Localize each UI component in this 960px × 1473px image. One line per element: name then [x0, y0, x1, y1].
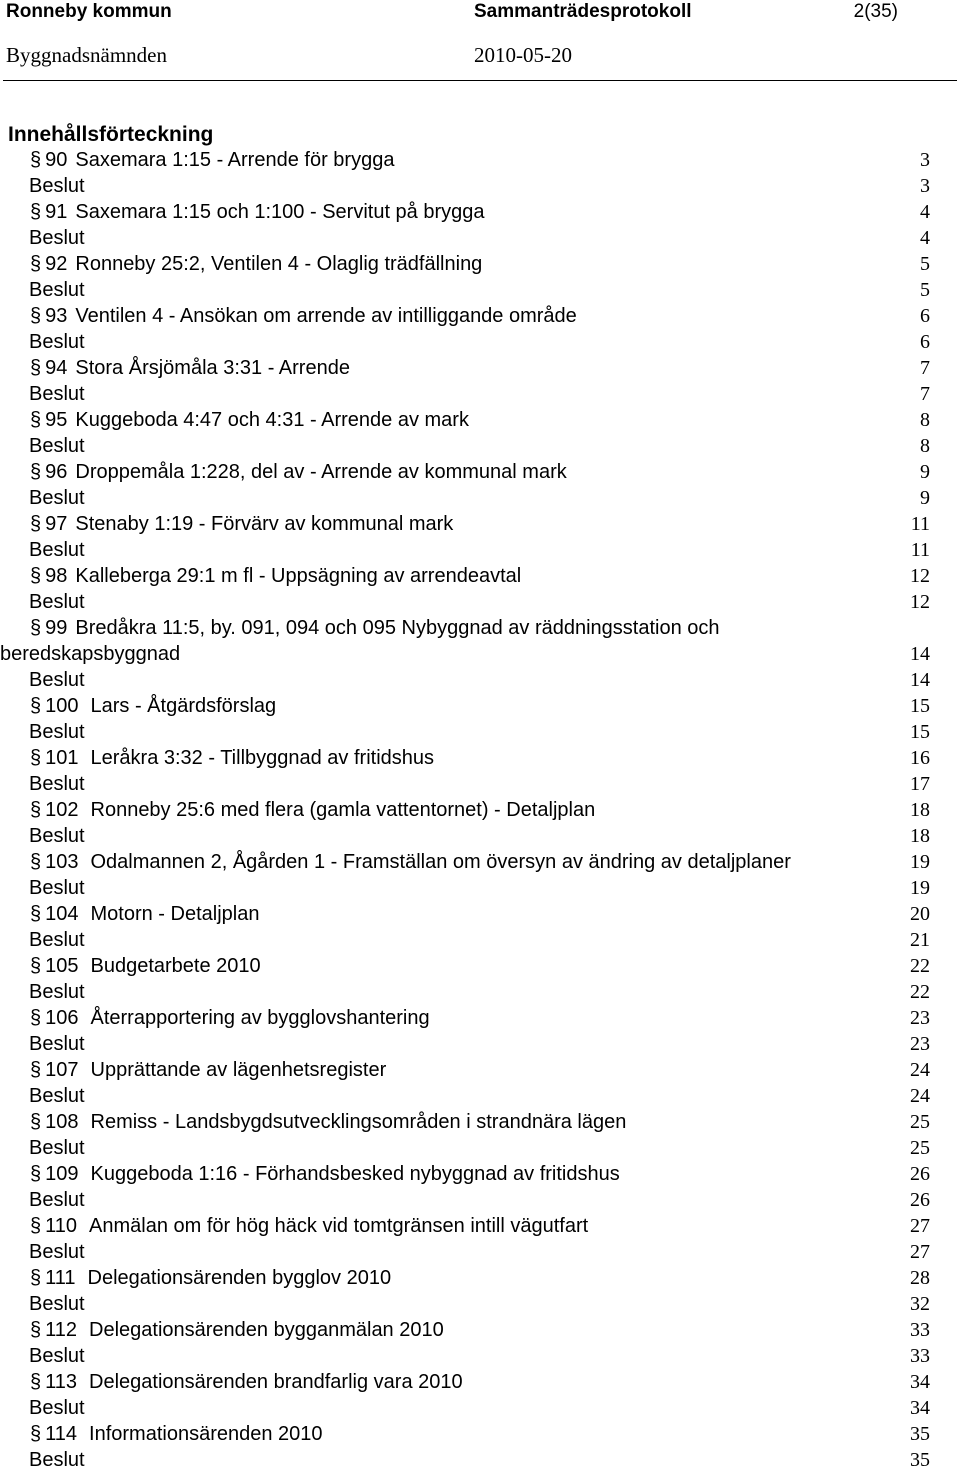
section-page-number: 6 — [920, 305, 930, 327]
beslut-page-number: 23 — [910, 1033, 930, 1055]
section-page-number: 26 — [910, 1163, 930, 1185]
toc-entry-row[interactable] — [0, 563, 960, 589]
document-type: Sammanträdesprotokoll — [474, 1, 692, 22]
toc-entry-row[interactable] — [0, 849, 960, 875]
beslut-label: Beslut — [29, 981, 85, 1003]
section-title: Odalmannen 2, Ågården 1 - Framställan om översyn av ändring av detaljplaner — [90, 851, 791, 873]
toc-entry-row[interactable] — [0, 1369, 960, 1395]
section-symbol: § — [30, 1111, 42, 1133]
section-number: 96 — [45, 461, 68, 483]
section-title: Saxemara 1:15 - Arrende för brygga — [75, 149, 395, 171]
toc-entry-row[interactable] — [0, 745, 960, 771]
section-symbol: § — [30, 201, 42, 223]
section-number: 91 — [45, 201, 68, 223]
toc-beslut-row[interactable] — [0, 1395, 960, 1421]
section-title: Budgetarbete 2010 — [90, 955, 261, 977]
toc-beslut-row[interactable] — [0, 771, 960, 797]
page-subheader — [6, 42, 954, 68]
beslut-label: Beslut — [29, 383, 85, 405]
header-divider — [3, 80, 957, 81]
section-title: Kuggeboda 1:16 - Förhandsbesked nybyggnad av fritidshus — [90, 1163, 620, 1185]
toc-entry-row[interactable] — [0, 147, 960, 173]
section-symbol: § — [30, 305, 42, 327]
toc-entry-heading — [30, 797, 595, 823]
beslut-label: Beslut — [29, 1345, 85, 1367]
beslut-label: Beslut — [29, 175, 85, 197]
toc-entry-row[interactable] — [0, 1109, 960, 1135]
beslut-label: Beslut — [29, 1189, 85, 1211]
beslut-label: Beslut — [29, 1137, 85, 1159]
meeting-date: 2010-05-20 — [474, 43, 572, 67]
section-number: 98 — [45, 565, 68, 587]
beslut-label: Beslut — [29, 669, 85, 691]
beslut-label: Beslut — [29, 1293, 85, 1315]
toc-beslut-row[interactable] — [0, 875, 960, 901]
section-symbol: § — [30, 903, 42, 925]
toc-entry-row[interactable] — [0, 693, 960, 719]
section-title: Delegationsärenden bygganmälan 2010 — [89, 1319, 444, 1341]
section-title: Leråkra 3:32 - Tillbyggnad av fritidshus — [90, 747, 435, 769]
section-title: Informationsärenden 2010 — [89, 1423, 323, 1445]
section-symbol: § — [30, 1059, 42, 1081]
toc-entry-heading — [30, 1265, 391, 1291]
toc-entry-row[interactable] — [0, 615, 960, 667]
section-symbol: § — [30, 955, 42, 977]
beslut-label: Beslut — [29, 721, 85, 743]
toc-entry-heading — [30, 849, 791, 875]
beslut-page-number: 5 — [920, 279, 930, 301]
toc-entry-heading — [30, 511, 453, 537]
toc-title: Innehållsförteckning — [8, 123, 214, 146]
section-number: 114 — [45, 1423, 78, 1445]
beslut-page-number: 32 — [910, 1293, 930, 1315]
toc-entry-heading — [30, 1213, 588, 1239]
section-page-number: 9 — [920, 461, 930, 483]
organization-name: Ronneby kommun — [6, 1, 172, 22]
toc-entry-heading — [30, 693, 276, 719]
section-number: 105 — [45, 955, 79, 977]
toc-beslut-row[interactable] — [0, 589, 960, 615]
beslut-page-number: 4 — [920, 227, 930, 249]
toc-entry-heading — [30, 147, 394, 173]
table-of-contents — [0, 147, 960, 1473]
toc-beslut-row[interactable] — [0, 927, 960, 953]
page-header — [6, 0, 954, 24]
toc-beslut-row[interactable] — [0, 381, 960, 407]
toc-beslut-row[interactable] — [0, 329, 960, 355]
section-symbol: § — [30, 1163, 42, 1185]
toc-entry-row[interactable] — [0, 1421, 960, 1447]
section-symbol: § — [30, 1371, 42, 1393]
section-page-number: 28 — [910, 1267, 930, 1289]
beslut-label: Beslut — [29, 877, 85, 899]
section-number: 111 — [45, 1267, 76, 1289]
section-title: Ronneby 25:6 med flera (gamla vattentornet) - Detaljplan — [90, 799, 596, 821]
section-page-number: 3 — [920, 149, 930, 171]
section-title: Delegationsärenden brandfarlig vara 2010 — [89, 1371, 463, 1393]
toc-entry-heading — [30, 251, 482, 277]
toc-entry-heading — [30, 407, 469, 433]
beslut-page-number: 22 — [910, 981, 930, 1003]
section-symbol: § — [30, 747, 42, 769]
section-symbol: § — [30, 851, 42, 873]
section-symbol: § — [30, 799, 42, 821]
section-title: Bredåkra 11:5, by. 091, 094 och 095 Nybyggnad av räddningsstation och — [75, 617, 720, 639]
beslut-label: Beslut — [29, 1449, 85, 1471]
toc-entry-row[interactable] — [0, 1161, 960, 1187]
toc-entry-row[interactable] — [0, 251, 960, 277]
toc-entry-heading — [30, 459, 567, 485]
section-page-number: 16 — [910, 747, 930, 769]
toc-beslut-row[interactable] — [0, 1447, 960, 1473]
board-name: Byggnadsnämnden — [6, 43, 167, 67]
toc-entry-row[interactable] — [0, 1213, 960, 1239]
toc-beslut-row[interactable] — [0, 823, 960, 849]
beslut-label: Beslut — [29, 227, 85, 249]
section-number: 102 — [45, 799, 79, 821]
section-page-number: 14 — [910, 643, 930, 665]
page-number: 2(35) — [853, 1, 898, 22]
beslut-page-number: 19 — [910, 877, 930, 899]
section-page-number: 7 — [920, 357, 930, 379]
toc-entry-row[interactable] — [0, 199, 960, 225]
toc-entry-heading — [30, 1057, 386, 1083]
section-page-number: 12 — [910, 565, 930, 587]
beslut-label: Beslut — [29, 1241, 85, 1263]
section-number: 92 — [45, 253, 68, 275]
toc-entry-heading — [30, 199, 485, 225]
section-symbol: § — [30, 513, 42, 535]
section-page-number: 11 — [910, 513, 930, 535]
section-symbol: § — [30, 1215, 42, 1237]
beslut-page-number: 26 — [910, 1189, 930, 1211]
beslut-label: Beslut — [29, 1033, 85, 1055]
section-number: 95 — [45, 409, 68, 431]
section-title: Ventilen 4 - Ansökan om arrende av intilliggande område — [75, 305, 577, 327]
beslut-page-number: 33 — [910, 1345, 930, 1367]
section-title: Stenaby 1:19 - Förvärv av kommunal mark — [75, 513, 454, 535]
section-title: Droppemåla 1:228, del av - Arrende av kommunal mark — [75, 461, 567, 483]
toc-entry-row[interactable] — [0, 407, 960, 433]
toc-entry-heading — [30, 901, 259, 927]
section-page-number: 20 — [910, 903, 930, 925]
beslut-page-number: 15 — [910, 721, 930, 743]
beslut-label: Beslut — [29, 591, 85, 613]
section-number: 112 — [45, 1319, 78, 1341]
toc-entry-row[interactable] — [0, 303, 960, 329]
toc-beslut-row[interactable] — [0, 225, 960, 251]
beslut-page-number: 6 — [920, 331, 930, 353]
beslut-page-number: 12 — [910, 591, 930, 613]
section-number: 90 — [45, 149, 68, 171]
section-title: Saxemara 1:15 och 1:100 - Servitut på brygga — [75, 201, 485, 223]
beslut-page-number: 8 — [920, 435, 930, 457]
section-symbol: § — [30, 695, 42, 717]
toc-beslut-row[interactable] — [0, 1343, 960, 1369]
toc-beslut-row[interactable] — [0, 1135, 960, 1161]
beslut-page-number: 25 — [910, 1137, 930, 1159]
beslut-label: Beslut — [29, 435, 85, 457]
beslut-page-number: 21 — [910, 929, 930, 951]
section-number: 94 — [45, 357, 68, 379]
toc-beslut-row[interactable] — [0, 667, 960, 693]
section-page-number: 15 — [910, 695, 930, 717]
section-title: Remiss - Landsbygdsutvecklingsområden i strandnära lägen — [90, 1111, 627, 1133]
section-page-number: 19 — [910, 851, 930, 873]
beslut-page-number: 24 — [910, 1085, 930, 1107]
section-number: 113 — [45, 1371, 78, 1393]
section-number: 109 — [45, 1163, 79, 1185]
toc-entry-row[interactable] — [0, 1057, 960, 1083]
section-page-number: 27 — [910, 1215, 930, 1237]
toc-beslut-row[interactable] — [0, 433, 960, 459]
beslut-label: Beslut — [29, 825, 85, 847]
toc-beslut-row[interactable] — [0, 1083, 960, 1109]
toc-entry-heading — [30, 1317, 444, 1343]
section-page-number: 18 — [910, 799, 930, 821]
toc-entry-heading — [30, 1005, 430, 1031]
toc-beslut-row[interactable] — [0, 173, 960, 199]
toc-entry-row[interactable] — [0, 901, 960, 927]
toc-entry-row[interactable] — [0, 355, 960, 381]
section-number: 103 — [45, 851, 79, 873]
toc-entry-heading — [30, 1161, 620, 1187]
section-symbol: § — [30, 461, 42, 483]
toc-entry-heading — [30, 745, 434, 771]
toc-beslut-row[interactable] — [0, 277, 960, 303]
section-title: Kuggeboda 4:47 och 4:31 - Arrende av mark — [75, 409, 469, 431]
toc-entry-heading — [30, 615, 720, 641]
section-symbol: § — [30, 565, 42, 587]
section-title: Motorn - Detaljplan — [90, 903, 260, 925]
section-page-number: 35 — [910, 1423, 930, 1445]
toc-entry-row[interactable] — [0, 1317, 960, 1343]
beslut-label: Beslut — [29, 487, 85, 509]
toc-beslut-row[interactable] — [0, 537, 960, 563]
section-symbol: § — [30, 617, 42, 639]
beslut-label: Beslut — [29, 1085, 85, 1107]
beslut-page-number: 11 — [910, 539, 930, 561]
section-page-number: 4 — [920, 201, 930, 223]
section-number: 93 — [45, 305, 68, 327]
toc-entry-row[interactable] — [0, 1265, 960, 1291]
section-title: Ronneby 25:2, Ventilen 4 - Olaglig trädfällning — [75, 253, 483, 275]
section-title-continued: beredskapsbyggnad — [0, 643, 181, 665]
toc-entry-row[interactable] — [0, 511, 960, 537]
section-title: Anmälan om för hög häck vid tomtgränsen intill vägutfart — [89, 1215, 589, 1237]
section-symbol: § — [30, 1267, 42, 1289]
beslut-page-number: 18 — [910, 825, 930, 847]
toc-entry-heading — [30, 1109, 626, 1135]
section-page-number: 8 — [920, 409, 930, 431]
section-title: Stora Årsjömåla 3:31 - Arrende — [75, 357, 350, 379]
section-number: 100 — [45, 695, 79, 717]
section-number: 108 — [45, 1111, 79, 1133]
toc-entry-row[interactable] — [0, 797, 960, 823]
section-page-number: 24 — [910, 1059, 930, 1081]
beslut-label: Beslut — [29, 929, 85, 951]
section-symbol: § — [30, 409, 42, 431]
section-number: 99 — [45, 617, 68, 639]
beslut-page-number: 3 — [920, 175, 930, 197]
toc-entry-row[interactable] — [0, 953, 960, 979]
section-page-number: 23 — [910, 1007, 930, 1029]
beslut-page-number: 34 — [910, 1397, 930, 1419]
section-number: 107 — [45, 1059, 79, 1081]
section-title: Lars - Åtgärdsförslag — [90, 695, 277, 717]
toc-beslut-row[interactable] — [0, 1291, 960, 1317]
section-number: 97 — [45, 513, 68, 535]
section-symbol: § — [30, 149, 42, 171]
section-page-number: 25 — [910, 1111, 930, 1133]
section-page-number: 22 — [910, 955, 930, 977]
section-number: 106 — [45, 1007, 79, 1029]
toc-entry-row[interactable] — [0, 1005, 960, 1031]
section-title: Delegationsärenden bygglov 2010 — [87, 1267, 392, 1289]
section-title: Upprättande av lägenhetsregister — [90, 1059, 387, 1081]
toc-entry-heading — [30, 563, 521, 589]
toc-entry-heading — [30, 1369, 463, 1395]
section-number: 104 — [45, 903, 79, 925]
beslut-label: Beslut — [29, 773, 85, 795]
toc-beslut-row[interactable] — [0, 979, 960, 1005]
section-symbol: § — [30, 1007, 42, 1029]
section-symbol: § — [30, 253, 42, 275]
toc-entry-heading — [30, 303, 577, 329]
beslut-page-number: 27 — [910, 1241, 930, 1263]
toc-beslut-row[interactable] — [0, 1187, 960, 1213]
beslut-label: Beslut — [29, 539, 85, 561]
toc-beslut-row[interactable] — [0, 1239, 960, 1265]
beslut-page-number: 14 — [910, 669, 930, 691]
beslut-page-number: 9 — [920, 487, 930, 509]
toc-entry-heading — [30, 355, 350, 381]
beslut-label: Beslut — [29, 279, 85, 301]
beslut-page-number: 17 — [910, 773, 930, 795]
beslut-label: Beslut — [29, 1397, 85, 1419]
section-symbol: § — [30, 1319, 42, 1341]
beslut-page-number: 35 — [910, 1449, 930, 1471]
toc-entry-heading — [30, 953, 261, 979]
section-title: Kalleberga 29:1 m fl - Uppsägning av arrendeavtal — [75, 565, 522, 587]
toc-beslut-row[interactable] — [0, 719, 960, 745]
toc-entry-heading — [30, 1421, 323, 1447]
toc-entry-row[interactable] — [0, 459, 960, 485]
beslut-label: Beslut — [29, 331, 85, 353]
section-symbol: § — [30, 1423, 42, 1445]
toc-beslut-row[interactable] — [0, 1031, 960, 1057]
section-page-number: 34 — [910, 1371, 930, 1393]
section-title: Återrapportering av bygglovshantering — [90, 1007, 430, 1029]
beslut-page-number: 7 — [920, 383, 930, 405]
section-number: 101 — [45, 747, 79, 769]
section-page-number: 5 — [920, 253, 930, 275]
section-symbol: § — [30, 357, 42, 379]
toc-beslut-row[interactable] — [0, 485, 960, 511]
section-page-number: 33 — [910, 1319, 930, 1341]
section-number: 110 — [45, 1215, 78, 1237]
